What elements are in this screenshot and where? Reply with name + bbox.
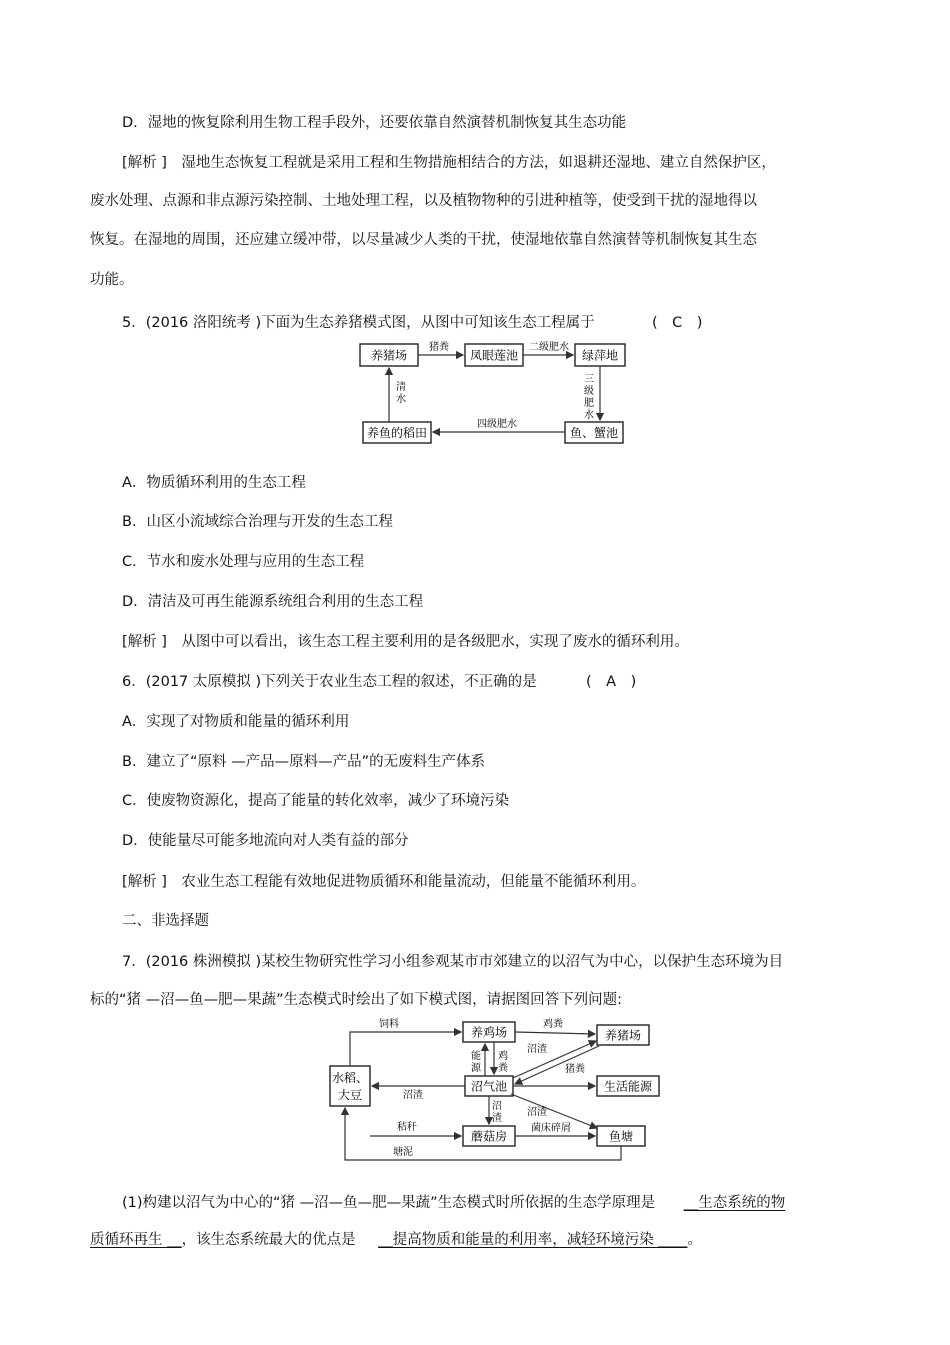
q7-part1-mid: ，该生态系统最大的优点是: [181, 1232, 356, 1248]
node-biogas-pool-label: 沼气池: [470, 1079, 508, 1094]
edge-label-clear-2: 水: [396, 394, 406, 405]
edge-label-pig-manure: 猪粪: [565, 1064, 585, 1075]
edge-label-energy-2: 源: [471, 1063, 481, 1074]
q7-part1-answer-2: __提高物质和能量的利用率，减轻环境污染 ____: [378, 1232, 688, 1248]
q5-diagram: [355, 338, 630, 448]
q5-option-a: A．物质循环利用的生态工程: [122, 475, 306, 491]
q7-part1-end: 。: [687, 1232, 702, 1248]
edge-label-chicken-manure: 鸡粪: [543, 1019, 563, 1030]
q4-analysis-line-2: 废水处理、点源和非点源污染控制、土地处理工程，以及植物物种的引进种植等，使受到干扰的湿地得以: [90, 193, 757, 209]
q7-part1-line-1: [122, 1193, 785, 1213]
node-crops-label-1: 水稻、: [331, 1071, 369, 1085]
edge-label-chicken-manure-v-2: 粪: [498, 1063, 508, 1074]
edge-label-fert3-2: 级: [584, 386, 594, 397]
q4-analysis-line-1: [解析 ] 湿地生态恢复工程就是采用工程和生物措施相结合的方法，如退耕还湿地、建立自然保护区，: [122, 155, 776, 171]
edge-label-fert4: 四级肥水: [477, 419, 517, 430]
edge-label-residue-v-1: 沼: [492, 1101, 502, 1112]
q5-option-d: D．清洁及可再生能源系统组合利用的生态工程: [122, 594, 424, 610]
edge-label-fert3-4: 水: [584, 410, 594, 421]
edge-chicken-to-pig: [515, 1032, 595, 1034]
edge-label-residue-v-2: 渣: [492, 1113, 502, 1124]
node-lotus-pool-label: 凤眼莲池: [469, 348, 519, 363]
q7-part1-prefix: (1)构建以沼气为中心的“猪 —沼—鱼—肥—果蔬”生态模式时所依据的生态学原理是: [122, 1195, 656, 1211]
q4-analysis-line-4: 功能。: [90, 272, 134, 288]
q5-option-b: B．山区小流域综合治理与开发的生态工程: [122, 514, 393, 530]
edge-label-fert2: 二级肥水: [529, 342, 569, 353]
node-chicken-farm-label: 养鸡场: [470, 1025, 508, 1040]
node-pig-farm-label: 养猪场: [604, 1028, 642, 1043]
q4-analysis-line-3: 恢复。在湿地的周围，还应建立缓冲带，以尽量减少人类的干扰，使湿地依靠自然演替等机制恢复其生态: [90, 232, 757, 248]
q5-stem: 5．(2016 洛阳统考 )下面为生态养猪模式图，从图中可知该生态工程属于: [122, 315, 595, 331]
node-crops-label-2: 大豆: [337, 1088, 363, 1102]
q7-stem-line-2: 标的“猪 —沼—鱼—肥—果蔬”生态模式时绘出了如下模式图，请据图回答下列问题:: [90, 992, 623, 1008]
q6-option-c: C．使废物资源化，提高了能量的转化效率，减少了环境污染: [122, 793, 510, 809]
q7-part1-line-2: [90, 1230, 702, 1250]
q6-option-b: B．建立了“原料 —产品—原料—产品”的无废料生产体系: [122, 754, 486, 770]
q6-option-d: D．使能量尽可能多地流向对人类有益的部分: [122, 833, 409, 849]
node-rice-field-label: 养鱼的稻田: [366, 426, 428, 440]
node-green-field-label: 绿萍地: [581, 348, 619, 363]
node-mushroom-house-label: 蘑菇房: [470, 1129, 508, 1144]
q7-diagram: [325, 1014, 660, 1166]
edge-label-residue-left: 沼渣: [403, 1090, 423, 1101]
q5-option-c: C．节水和废水处理与应用的生态工程: [122, 554, 365, 570]
q6-answer: ( A ): [586, 674, 637, 690]
edge-label-straw: 秸秆: [397, 1122, 417, 1133]
q7-part1-answer-1b: 质循环再生 __: [90, 1232, 182, 1248]
edge-label-mud: 塘泥: [393, 1147, 413, 1158]
edge-label-residue-pond: 沼渣: [527, 1107, 547, 1118]
q5-answer: ( C ): [652, 315, 703, 331]
q5-analysis: [解析 ] 从图中可以看出，该生态工程主要利用的是各级肥水，实现了废水的循环利用。: [122, 634, 689, 650]
edge-label-clear-1: 清: [396, 382, 406, 393]
edge-label-feed: 饲料: [379, 1019, 399, 1030]
q7-part1-answer-1a: __生态系统的物: [683, 1195, 786, 1211]
edge-crops-to-chicken: [350, 1032, 461, 1066]
section-heading: 二、非选择题: [122, 913, 209, 929]
edge-label-energy-1: 能: [471, 1051, 481, 1062]
edge-label-fert3-1: 三: [584, 374, 594, 385]
q4-option-d: D．湿地的恢复除利用生物工程手段外，还要依靠自然演替机制恢复其生态功能: [122, 115, 627, 131]
node-fish-crab-pool-label: 鱼、蟹池: [569, 426, 619, 440]
q6-stem: 6．(2017 太原模拟 )下列关于农业生态工程的叙述，不正确的是: [122, 674, 537, 690]
q7-stem-line-1: 7．(2016 株洲模拟 )某校生物研究性学习小组参观某市市郊建立的以沼气为中心，以保护生态环境为目: [122, 954, 784, 970]
q6-option-a: A．实现了对物质和能量的循环利用: [122, 714, 350, 730]
edge-label-chicken-manure-v-1: 鸡: [498, 1051, 508, 1062]
edge-label-residue-up: 沼渣: [527, 1044, 547, 1055]
node-fish-pond-label: 鱼塘: [608, 1129, 634, 1144]
q6-analysis: [解析 ] 农业生态工程能有效地促进物质循环和能量流动，但能量不能循环利用。: [122, 874, 646, 890]
edge-label-manure: 猪粪: [429, 342, 449, 353]
node-pig-farm-label: 养猪场: [370, 348, 408, 363]
node-household-energy-label: 生活能源: [603, 1079, 653, 1094]
edge-label-mushroom-bed: 菌床碎屑: [531, 1123, 571, 1134]
edge-label-fert3-3: 肥: [584, 398, 594, 409]
